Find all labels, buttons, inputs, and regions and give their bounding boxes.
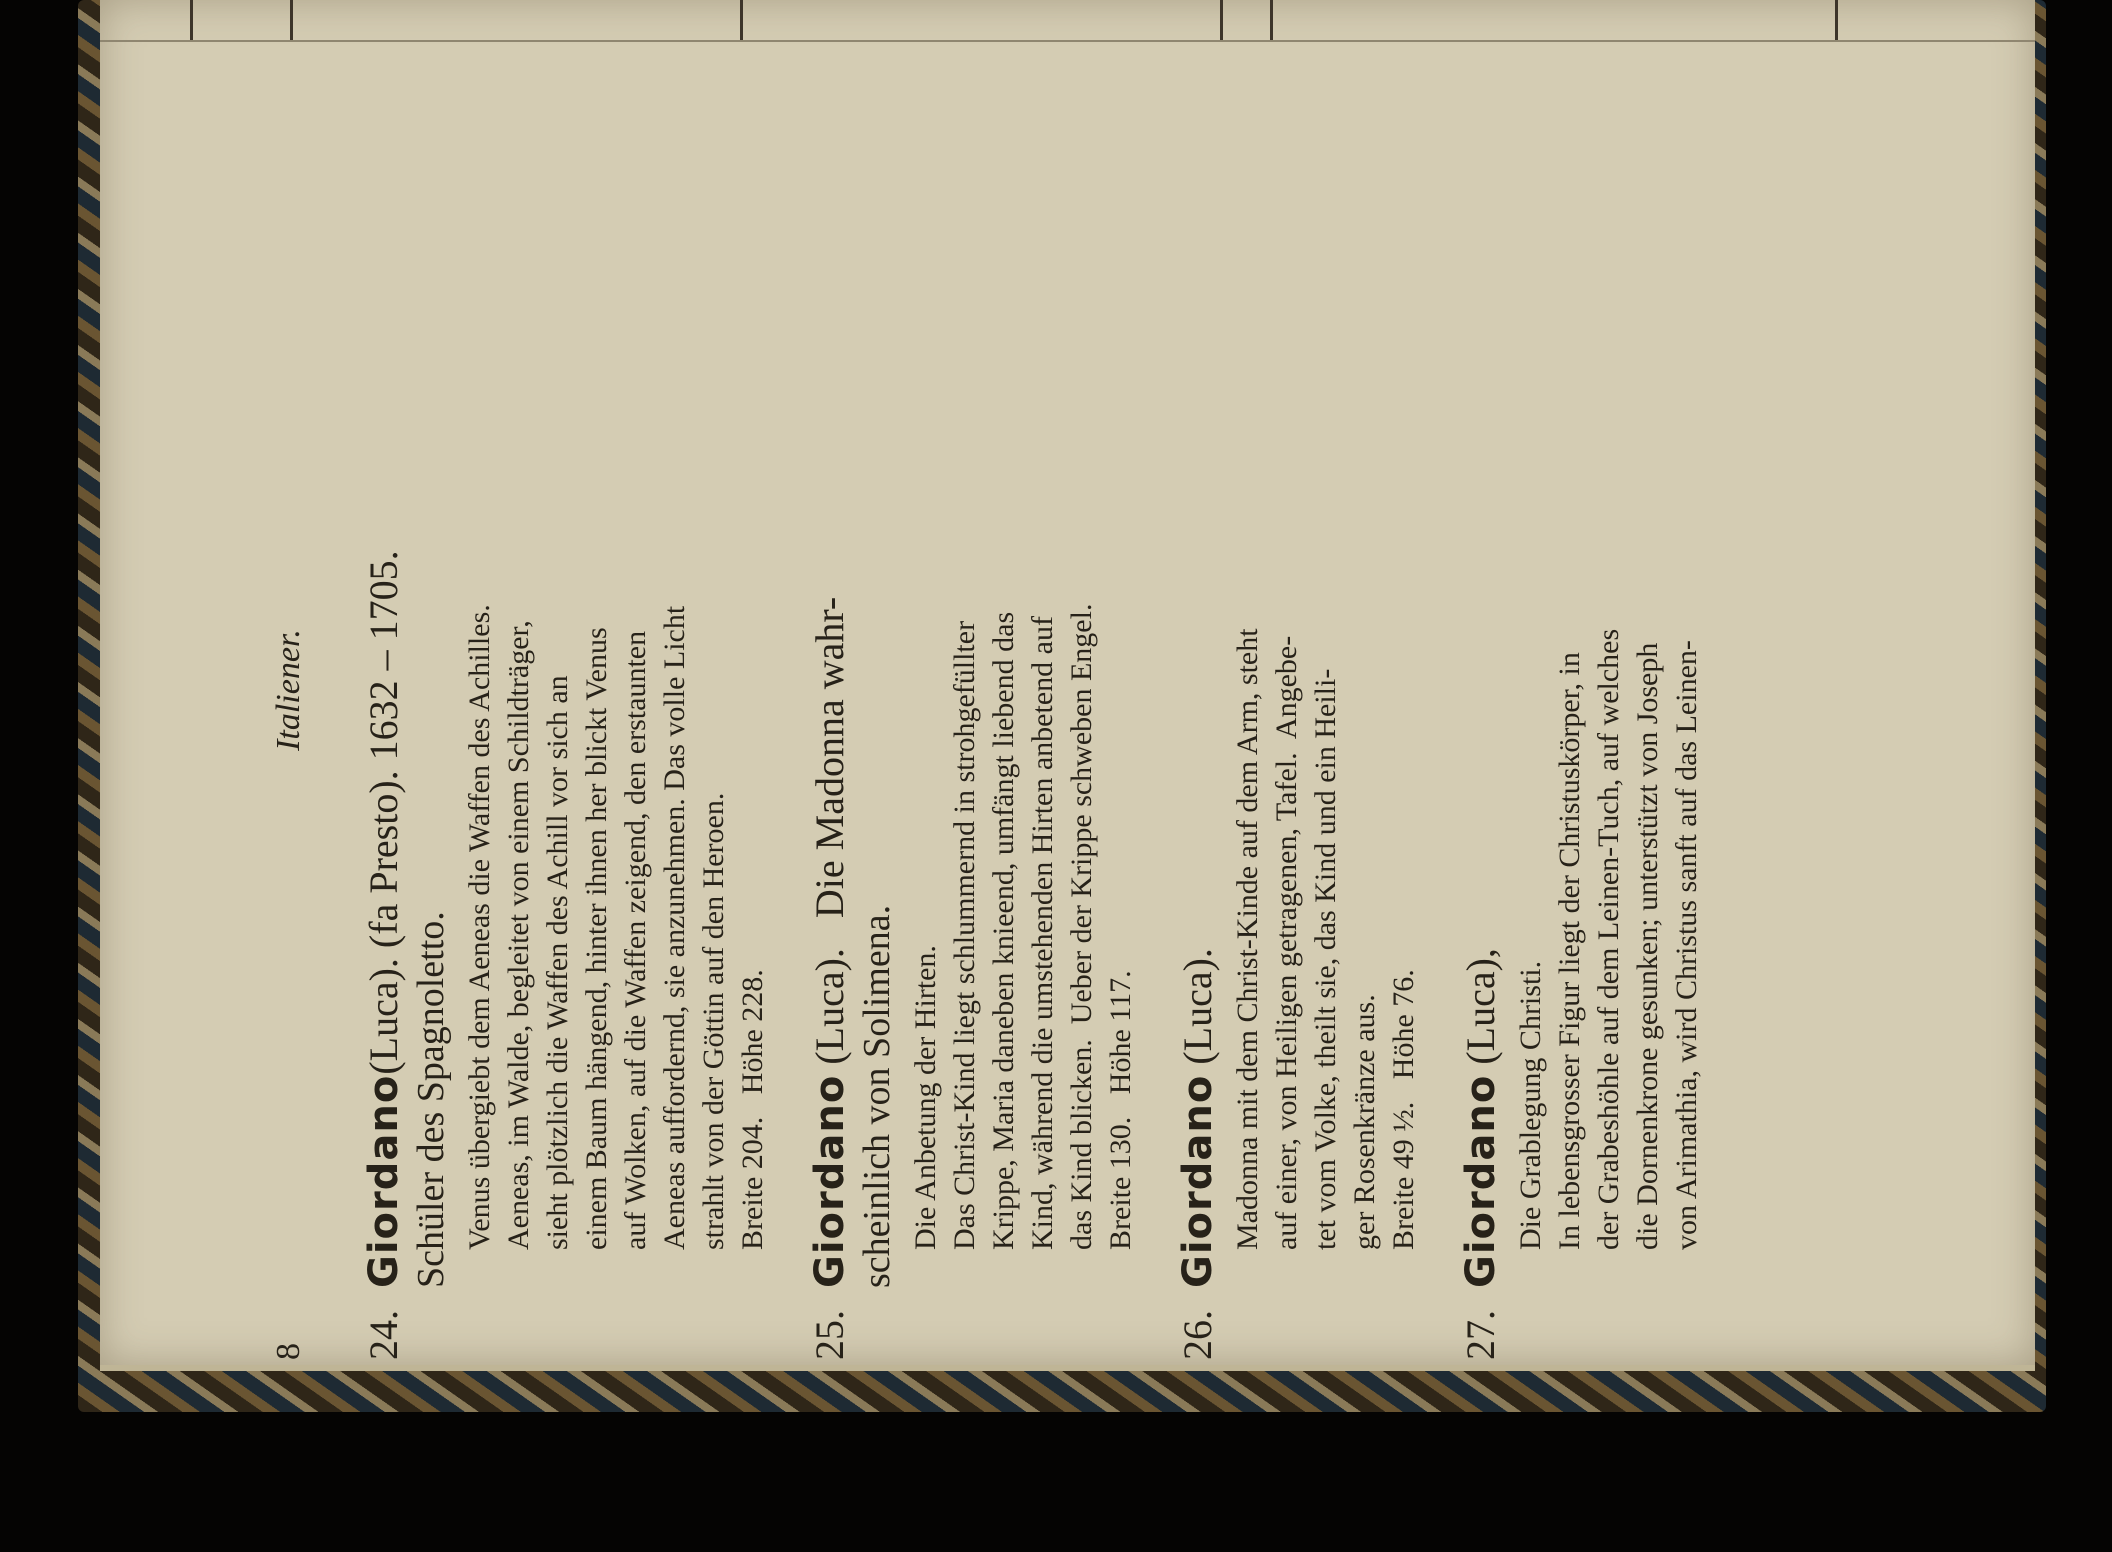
entry-description [1228, 20, 1423, 1360]
description-line: der Grabeshöhle auf dem Leinen-Tuch, auf welches [1592, 628, 1625, 1250]
entry-heading [806, 20, 854, 1360]
description-line: das Kind blicken. Ueber der Krippe schweben Engel. [1065, 603, 1098, 1250]
description-line: Breite 130. Höhe 117. [1104, 970, 1137, 1250]
entry-attribution: Schüler des Spagnoletto. [410, 911, 452, 1288]
entry-info: (Luca). [1175, 948, 1220, 1075]
catalogue-entry [806, 20, 1140, 1360]
description-line: Die Grablegung Christi. [1514, 960, 1547, 1250]
entry-heading [1174, 20, 1222, 1360]
description-line: auf Wolken, auf die Waffen zeigend, den erstaunten [619, 630, 652, 1250]
description-line: Madonna mit dem Christ-Kinde auf dem Arm, steht [1231, 628, 1264, 1250]
entry-attribution: scheinlich von Solimena. [856, 904, 898, 1288]
page-text-rotated [100, 20, 1920, 1360]
artist-name: Giordano [1175, 1074, 1221, 1288]
entry-number: 25. [807, 1310, 852, 1360]
description-line: sieht plötzlich die Waffen des Achill vor sich an [541, 675, 574, 1250]
entry-info: (Luca), [1458, 948, 1503, 1075]
entry-description [460, 20, 772, 1360]
description-line: Kind, während die umstehenden Hirten anbetend auf [1026, 616, 1059, 1250]
description-line: tet vom Volke, theilt sie, das Kind und ein Heili- [1309, 668, 1342, 1250]
entry-info: (Luca). Die Madonna wahr- [807, 596, 852, 1075]
description-line: von Arimathia, wird Christus sanft auf das Leinen- [1670, 640, 1703, 1250]
description-line: auf einer, von Heiligen getragenen, Tafel. Angebe- [1270, 635, 1303, 1250]
entry-description [906, 20, 1140, 1360]
entry-number: 27. [1458, 1310, 1503, 1360]
description-line: Breite 49 ½. Höhe 76. [1387, 969, 1420, 1250]
page-number: 8 [270, 1343, 307, 1360]
description-line: In lebensgrosser Figur liegt der Christuskörper, in [1553, 652, 1586, 1250]
artist-name: Giordano [1458, 1074, 1504, 1288]
description-line: Aeneas auffordernd, sie anzunehmen. Das volle Licht [658, 605, 691, 1250]
description-line: Das Christ-Kind liegt schlummernd in strohgefüllter [948, 620, 981, 1250]
catalogue-entries [360, 20, 1740, 1360]
entry-description [1511, 20, 1706, 1360]
entry-info: (Luca). (fa Presto). 1632 – 1705. [361, 550, 406, 1075]
description-line: Krippe, Maria daneben knieend, umfängt liebend das [987, 611, 1020, 1250]
description-line: Venus übergiebt dem Aeneas die Waffen des Achilles. [463, 604, 496, 1250]
entry-heading [1457, 20, 1505, 1360]
description-line: einem Baum hängend, hinter ihnen her blickt Venus [580, 627, 613, 1250]
catalogue-entry [1457, 20, 1706, 1360]
catalogue-entry [1174, 20, 1423, 1360]
description-line: ger Rosenkränze aus. [1348, 994, 1381, 1250]
entry-number: 24. [361, 1310, 406, 1360]
description-line: Breite 204. Höhe 228. [736, 969, 769, 1250]
description-line: strahlt von der Göttin auf den Heroen. [697, 792, 730, 1250]
description-line: Die Anbetung der Hirten. [909, 945, 942, 1250]
catalogue-entry [360, 20, 772, 1360]
description-line: die Dornenkrone gesunken; unterstützt von Joseph [1631, 642, 1664, 1250]
entry-heading [360, 20, 408, 1360]
artist-name: Giordano [807, 1074, 853, 1288]
running-head [270, 20, 330, 1360]
description-line: Aeneas, im Walde, begleitet von einem Schildträger, [502, 620, 535, 1250]
entry-number: 26. [1175, 1310, 1220, 1360]
section-title: Italiener. [270, 629, 307, 751]
artist-name: Giordano [361, 1074, 407, 1288]
